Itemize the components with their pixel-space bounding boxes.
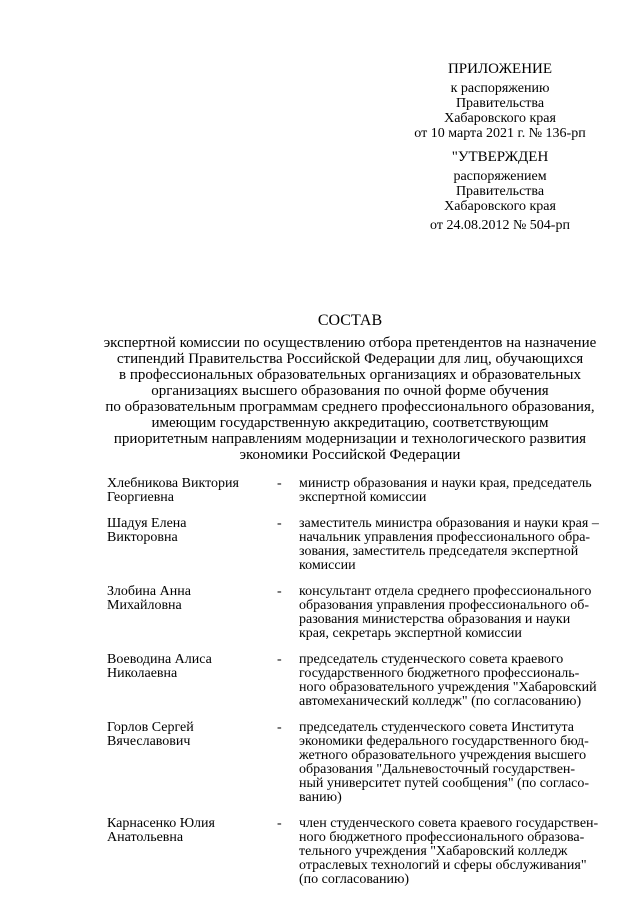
heading-line: имеющим государственную аккредитацию, соответствующим (151, 415, 549, 431)
member-name (107, 653, 277, 709)
member-name-line: Шадуя Елена (107, 516, 187, 531)
appendix-line: Хабаровского края (444, 111, 556, 126)
member-name-line: Воеводина Алиса (107, 652, 212, 667)
member-role-line: отраслевых технологий и сферы обслуживания" (299, 858, 587, 873)
member-role (299, 653, 612, 709)
appendix-title: ПРИЛОЖЕНИЕ (447, 61, 553, 77)
member-name-line: Карнасенко Юлия (107, 816, 215, 831)
member-name (107, 477, 277, 505)
member-role-line: экономики федерального государственного бюд- (299, 734, 589, 749)
member-role-line: образования "Дальневосточный государствен- (299, 762, 576, 777)
member-row (107, 517, 612, 573)
approved-line: от 24.08.2012 № 504-рп (430, 218, 570, 233)
heading-line: организациях высшего образования по очной форме обучения (151, 383, 549, 399)
member-role-line: автомеханический колледж" (по согласованию) (299, 694, 582, 709)
member-role (299, 585, 612, 641)
member-role-line: ванию) (299, 790, 342, 805)
member-role-line: разования министерства образования и науки (299, 612, 571, 627)
member-name-line: Злобина Анна (107, 584, 191, 599)
heading-line: в профессиональных образовательных организациях и образовательных (119, 367, 581, 383)
members-list (107, 477, 612, 899)
approved-line: Правительства (455, 184, 545, 199)
member-dash: - (277, 584, 282, 599)
member-role-line: жетного образовательного учреждения высшего (299, 748, 587, 763)
member-role-line: тельного учреждения "Хабаровский колледж (299, 844, 568, 859)
heading-line: приоритетным направлениям модернизации и технологического развития (113, 431, 587, 447)
member-dash: - (277, 720, 282, 735)
heading-line: экономики Российской Федерации (239, 447, 461, 463)
member-name-line: Георгиевна (107, 490, 175, 505)
member-role-line: министр образования и науки края, председатель (299, 476, 592, 491)
member-role-line: государственного бюджетного профессиональ- (299, 666, 580, 681)
member-name-line: Вячеславович (107, 734, 191, 749)
member-role-line: зования, заместитель председателя экспертной (299, 544, 579, 559)
member-role-line: комиссии (299, 558, 356, 573)
member-dash: - (277, 476, 282, 491)
member-role (299, 477, 612, 505)
member-role (299, 517, 612, 573)
appendix-line: от 10 марта 2021 г. № 136-рп (414, 126, 586, 141)
member-name (107, 721, 277, 805)
member-name-line: Горлов Сергей (107, 720, 194, 735)
member-name-line: Викторовна (107, 530, 178, 545)
member-role-line: член студенческого совета краевого государствен- (299, 816, 599, 831)
member-role-line: заместитель министра образования и науки края – (299, 516, 599, 531)
member-role-line: ного образовательного учреждения "Хабаровский (299, 680, 597, 695)
member-role (299, 817, 612, 887)
member-name-line: Хлебникова Виктория (107, 476, 239, 491)
member-role-line: образования управления профессионального об- (299, 598, 590, 613)
member-row (107, 653, 612, 709)
document-heading (90, 313, 610, 463)
heading-title: СОСТАВ (317, 312, 383, 329)
member-name-line: Михайловна (107, 598, 182, 613)
heading-line: экспертной комиссии по осуществлению отбора претендентов на назначение (103, 335, 597, 351)
member-role-line: ный университет путей сообщения" (по согласо- (299, 776, 590, 791)
member-role-line: экспертной комиссии (299, 490, 427, 505)
approved-title: "УТВЕРЖДЕН (451, 149, 549, 165)
member-name (107, 585, 277, 641)
heading-line: стипендий Правительства Российской Федерации для лиц, обучающихся (116, 351, 584, 367)
member-row (107, 477, 612, 505)
approved-line: распоряжением (453, 169, 547, 184)
member-row (107, 721, 612, 805)
member-name-line: Николаевна (107, 666, 178, 681)
approved-line: Хабаровского края (444, 199, 556, 214)
member-role-line: председатель студенческого совета краевого (299, 652, 564, 667)
appendix-line: Правительства (455, 96, 545, 111)
member-name (107, 517, 277, 573)
heading-line: по образовательным программам среднего профессионального образования, (105, 399, 595, 415)
member-name (107, 817, 277, 887)
member-role-line: председатель студенческого совета Института (299, 720, 574, 735)
member-dash: - (277, 816, 282, 831)
member-row (107, 585, 612, 641)
member-dash: - (277, 652, 282, 667)
appendix-block (400, 62, 600, 233)
member-row (107, 817, 612, 887)
member-role-line: консультант отдела среднего профессионального (299, 584, 592, 599)
member-name-line: Анатольевна (107, 830, 184, 845)
member-role-line: ного бюджетного профессионального образова- (299, 830, 585, 845)
member-role-line: (по согласованию) (299, 872, 410, 887)
appendix-line: к распоряжению (450, 81, 550, 96)
member-dash: - (277, 516, 282, 531)
member-role-line: края, секретарь экспертной комиссии (299, 626, 522, 641)
member-role (299, 721, 612, 805)
member-role-line: начальник управления профессионального обра- (299, 530, 591, 545)
